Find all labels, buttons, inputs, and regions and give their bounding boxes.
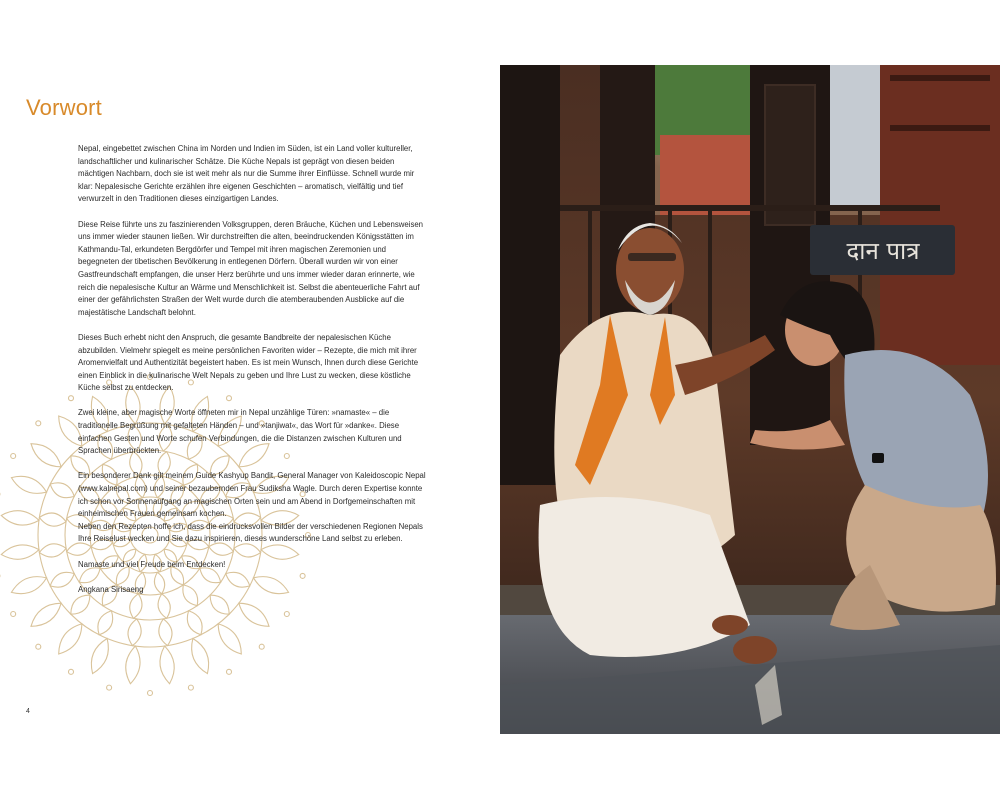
signature: Angkana Sirisaeng [78, 584, 144, 594]
mandala-petal [235, 598, 274, 632]
paragraph: Namaste und viel Freude beim Entdecken! [78, 559, 226, 569]
mandala-petal [38, 542, 67, 559]
temple-blessing-photo [500, 65, 1000, 734]
paragraph: Ein besonderer Dank gilt meinem Guide Kashyup Bandit, General Manager von Kaleidoscopic Nepal (www.kalnepal.com) und seiner bezaubernden Frau Sudiksha Wagle. Durch deren Expertise konnte ich schon vor Sonnenaufgang an magischen Orten sein und am Abend in Dorfgemeinschaften mit einheimischen Frauen gemeinsam kochen. [78, 471, 426, 519]
foreword-body [78, 143, 428, 596]
paragraph: Dieses Buch erhebt nicht den Anspruch, die gesamte Bandbreite der nepalesischen Küche abzubilden. Vielmehr spiegelt es meine persönlichen Favoriten wider – Rezepte, die mich mit ihrer Aromenvielfalt und Authentizität begeistert haben. Es ist mein Wunsch, Ihnen durch diese Gerichte einen Einblick in die kulinarische Welt Nepals zu geben und Ihre Lust zu wecken, diese köstliche Küche selbst zu entdecken. [78, 332, 419, 393]
mandala-petal [186, 636, 213, 676]
mandala-petal [213, 620, 247, 659]
paragraph: Diese Reise führte uns zu faszinierenden Volksgruppen, deren Bräuche, Küchen und Lebensweisen uns immer wieder staunen ließen. Wir durchstreiften die alten, beeindruckenden Königsstätten im Kathmandu-Tal, erkundeten Bergdörfer und Tempel mit ihren magischen Zeremonien und begegneten der tibetischen Bevölkerung in entlegenen Dörfern. Überall wurden wir von einer Gastfreundschaft empfangen, die unser Herz berührte und uns immer wieder daran erinnerte, wie reich die nepalesische Kultur an Wärme und Menschlichkeit ist. Selbst die abenteuerliche Fahrt auf einer der gefährlichsten Straßen der Welt wurde durch die atemberaubenden Ausblicke auf die majestätische Landschaft belohnt. [78, 219, 424, 317]
mandala-petal [38, 511, 67, 528]
page-number: 4 [26, 708, 30, 715]
mandala-petal [158, 645, 177, 685]
paragraph: Neben den Rezepten hoffe ich, dass die eindrucksvollen Bilder der verschiedenen Regionen Nepals Ihre Reiselust wecken und Sie dazu inspirieren, dieses wunderschöne Land selbst zu erleben. [78, 521, 423, 544]
mandala-petal [123, 645, 142, 685]
mandala-petal [128, 593, 145, 620]
mandala-petal [126, 618, 143, 647]
donation-sign-text: दान पात्र [846, 237, 920, 265]
mandala-petal [53, 620, 87, 659]
mandala-petal [157, 618, 174, 647]
paragraph: Zwei kleine, aber magische Worte öffneten mir in Nepal unzählige Türen: »namaste« – die traditionelle Begrüßung mit gefalteten Händen – und »tanjiwat«, das Wort für »danke«. Diese einfachen Gesten und Worte schufen Verbindungen, die die Distanzen zwischen Kulturen und Sprachen überbrückten. [78, 408, 402, 456]
page-title: Vorwort [26, 95, 102, 120]
mandala-petal [27, 598, 66, 632]
mandala-petal [9, 471, 49, 498]
mandala-petal [0, 543, 40, 562]
mandala-petal [9, 571, 49, 598]
mandala-petal [27, 438, 66, 472]
paragraph: Nepal, eingebettet zwischen China im Norden und Indien im Süden, ist ein Land voller kultureller, landschaftlicher und kulinarischer Schätze. Die Küche Nepals ist geprägt von diesen beiden mächtigen Nachbarn, doch sie ist weit mehr als nur die Summe ihrer Einflüsse. Schnell wurde mir klar: Nepalesische Gerichte erzählen ihre eigenen Geschichten – aromatisch, vielfältig und tief verwurzelt in den Traditionen dieses einzigartigen Landes. [78, 144, 415, 204]
mandala-petal [86, 636, 113, 676]
mandala-petal [0, 508, 40, 527]
mandala-petal [156, 593, 173, 620]
